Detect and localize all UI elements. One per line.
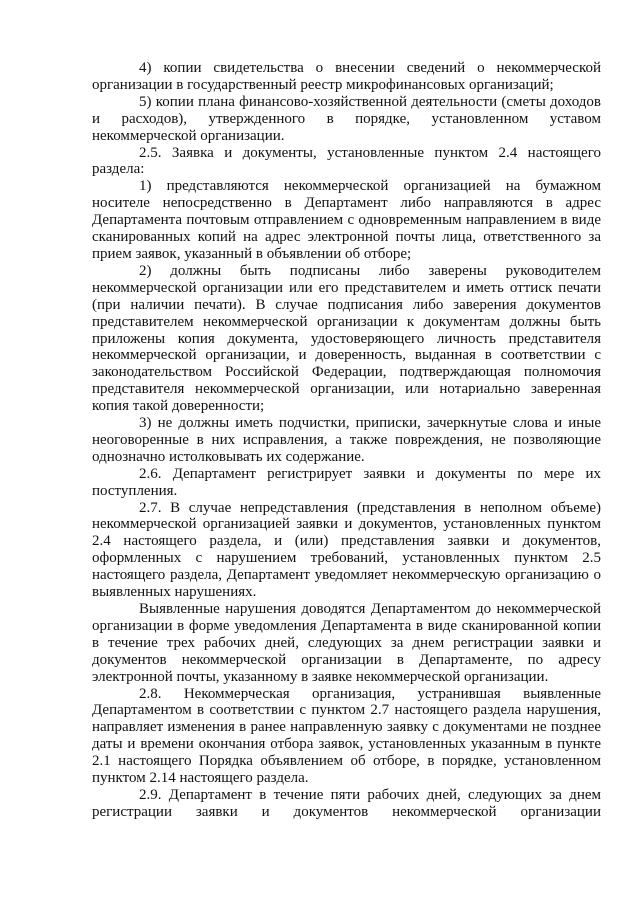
paragraph-2-6: 2.6. Департамент регистрирует заявки и документы по мере их поступления. (92, 465, 601, 499)
document-page (92, 60, 601, 821)
paragraph-2-8: 2.8. Некоммерческая организация, устранившая выявленные Департаментом в соответствии с пунктом 2.7 настоящего раздела нарушения, направляет изменения в ранее направленную заявку с документами не позднее даты и времени окончания отбора заявок, установленных указанным в пункте 2.1 настоящего Порядка объявлением об отборе, в порядке, установленном пунктом 2.14 настоящего раздела. (92, 685, 601, 787)
paragraph-2-5: 2.5. Заявка и документы, установленные пунктом 2.4 настоящего раздела: (92, 144, 601, 178)
paragraph-2-5-item-3: 3) не должны иметь подчистки, приписки, зачеркнутые слова и иные неоговоренные в них исправления, а также повреждения, не позволяющие однозначно истолковывать их содержание. (92, 415, 601, 465)
paragraph-2-5-item-1: 1) представляются некоммерческой организацией на бумажном носителе непосредственно в Департамент либо направляются в адрес Департамента почтовым отправлением с одновременным направлением в виде сканированных копий на адрес электронной почты лица, ответственного за прием заявок, указанный в объявлении об отборе; (92, 178, 601, 262)
paragraph-item-4: 4) копии свидетельства о внесении сведений о некоммерческой организации в государственный реестр микрофинансовых организаций; (92, 60, 601, 93)
paragraph-2-7: 2.7. В случае непредставления (представления в неполном объеме) некоммерческой организацией заявки и документов, установленных пунктом 2.4 настоящего раздела, и (или) представления заявки и документов, оформленных с нарушением требований, установленных пунктом 2.5 настоящего раздела, Департамент уведомляет некоммерческую организацию о выявленных нарушениях. (92, 499, 601, 601)
paragraph-item-5: 5) копии плана финансово-хозяйственной деятельности (сметы доходов и расходов), утвержденного в порядке, установленном уставом некоммерческой организации. (92, 93, 601, 144)
paragraph-2-9: 2.9. Департамент в течение пяти рабочих дней, следующих за днем регистрации заявки и документов некоммерческой организации (92, 786, 601, 820)
paragraph-violations-notice: Выявленные нарушения доводятся Департаментом до некоммерческой организации в форме уведомления Департамента в виде сканированной копии в течение трех рабочих дней, следующих за днем регистрации заявки и документов некоммерческой организации в Департаменте, по адресу электронной почты, указанному в заявке некоммерческой организации. (92, 601, 601, 685)
paragraph-2-5-item-2: 2) должны быть подписаны либо заверены руководителем некоммерческой организации или его представителем и иметь оттиск печати (при наличии печати). В случае подписания либо заверения документов представителем некоммерческой организации к документам должны быть приложены копия документа, удостоверяющего личность представителя некоммерческой организации, и доверенность, выданная в соответствии с законодательством Российской Федерации, подтверждающая полномочия представителя некоммерческой организации, или нотариально заверенная копия такой доверенности; (92, 262, 601, 415)
